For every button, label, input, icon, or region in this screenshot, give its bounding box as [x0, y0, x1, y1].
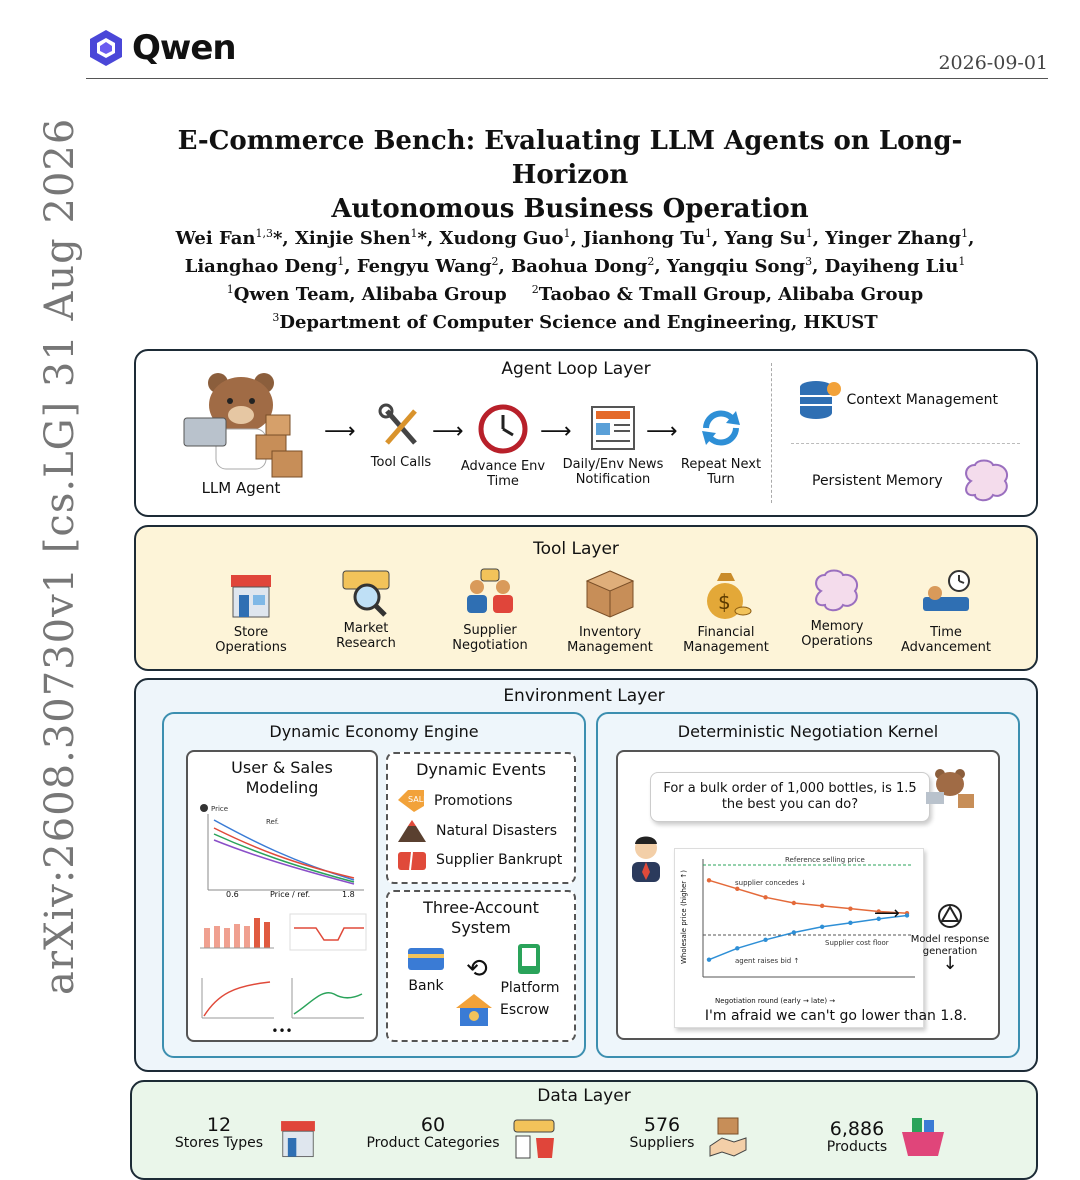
stat-store-types: [164, 1116, 274, 1152]
account-label: Escrow: [500, 1002, 550, 1018]
tool-memory-operations: [792, 567, 882, 649]
tool-label: Store Operations: [215, 625, 287, 655]
broken-card-icon: [396, 848, 428, 872]
kernel-title: Deterministic Negotiation Kernel: [677, 722, 939, 741]
stat-products: [812, 1120, 902, 1156]
arrow-icon: ⟶: [324, 419, 356, 444]
data-layer-title: Data Layer: [537, 1086, 631, 1106]
brain-icon: [811, 567, 863, 615]
agent-bid-point: [848, 921, 852, 925]
authors-line-1: Wei Fan$^{1,3}$*, Xinjie Shen$^1$*, Xudong Guo$^1$, Jianhong Tu$^1$, Yang Su$^1$, Yinger Zhang$^1$,: [175, 227, 975, 249]
header-rule: [86, 78, 1048, 79]
step-repeat: [676, 403, 766, 487]
user-sales-title: User & Sales Modeling: [231, 758, 333, 797]
release-date: 2026-09-01: [938, 52, 1048, 74]
handshake-icon: [706, 1116, 750, 1160]
supplier-concedes-label: supplier concedes ↓: [735, 879, 807, 887]
stat-label: Product Categories: [366, 1135, 500, 1151]
clock-icon: [477, 403, 529, 455]
llm-agent-label: LLM Agent: [201, 479, 281, 497]
bubble-text: For a bulk order of 1,000 bottles, is 1.5 the best you can do?: [663, 781, 917, 812]
step-label: Advance Env Time: [460, 459, 546, 489]
newspaper-icon: [588, 403, 638, 453]
agent-bid-point: [820, 925, 824, 929]
svg-text:SALE: SALE: [408, 795, 429, 804]
engine-title: Dynamic Economy Engine: [269, 722, 479, 741]
account-label: Platform: [500, 980, 560, 996]
store-icon: [225, 569, 277, 621]
database-icon: [798, 379, 842, 421]
chart-x-label: Price / ref.: [270, 890, 311, 899]
shopping-icon: [510, 1116, 558, 1160]
x-axis-label: Negotiation round (early → late) →: [715, 997, 836, 1005]
title-line-1: E-Commerce Bench: Evaluating LLM Agents on Long-Horizon: [177, 126, 963, 190]
box-icon: [583, 567, 637, 621]
money-bag-icon: [699, 567, 753, 621]
sale-tag-icon: [396, 788, 429, 814]
flow-arrow-icon: ⟶: [874, 903, 900, 924]
model-response: [874, 902, 998, 974]
stat-number: 576: [643, 1114, 681, 1136]
affiliation-line-2: $^3$Department of Computer Science and Engineering, HKUST: [272, 311, 878, 333]
tool-market-research: [322, 567, 410, 651]
repeat-icon: [696, 403, 746, 453]
escrow-house-icon: [454, 992, 494, 1028]
step-advance-time: [458, 403, 548, 489]
more-indicator: •••: [271, 1024, 293, 1038]
stat-product-categories: [356, 1116, 510, 1152]
arrow-icon: ⟶: [540, 419, 572, 444]
sleep-clock-icon: [919, 567, 973, 621]
loop-divider: [771, 363, 772, 503]
tool-time-advancement: [898, 567, 994, 655]
environment-layer-title: Environment Layer: [503, 686, 665, 706]
agent-raises-label: agent raises bid ↑: [735, 957, 800, 965]
mini-charts-icon: [194, 904, 374, 1034]
brain-icon: [961, 459, 1013, 503]
supplier-offer-point: [707, 878, 711, 882]
account-bank: [398, 944, 454, 994]
negotiation-icon: [463, 567, 517, 619]
chart-ref-label: Ref.: [266, 818, 280, 826]
agent-bid-point: [707, 957, 711, 961]
event-label: Supplier Bankrupt: [436, 852, 563, 868]
stat-number: 60: [420, 1114, 446, 1136]
event-natural-disasters: [396, 818, 557, 844]
data-layer: [130, 1080, 1038, 1180]
tool-supplier-negotiation: [438, 567, 542, 653]
qwen-logo-icon: [86, 28, 126, 68]
stat-number: 12: [206, 1114, 232, 1136]
bear-agent-icon: [924, 766, 978, 814]
down-arrow-icon: ↓: [942, 953, 958, 974]
supplier-offer-point: [763, 895, 767, 899]
supplier-offer-point: [792, 901, 796, 905]
svg-text:$: $: [718, 590, 731, 614]
agent-bid-point: [735, 946, 739, 950]
persistent-memory: [812, 459, 1022, 503]
stat-label: Products: [826, 1139, 888, 1155]
account-escrow: [454, 992, 549, 1028]
bear-agent-icon: [176, 363, 306, 483]
tools-icon: [377, 403, 425, 451]
paper-title: [120, 124, 1020, 226]
agent-bid-point: [763, 938, 767, 942]
openai-logo-icon: [936, 902, 964, 930]
affiliation-line-1: $^1$Qwen Team, Alibaba Group $^2$Taobao & Tmall Group, Alibaba Group: [226, 283, 924, 305]
supplier-avatar-icon: [624, 832, 668, 882]
basket-icon: [898, 1116, 948, 1160]
tool-label: Memory Operations: [801, 619, 873, 649]
accounts-title: Three-Account System: [423, 898, 539, 937]
user-sales-modeling: [186, 750, 378, 1042]
context-management-label: Context Management: [846, 392, 998, 408]
agent-loop-layer: [134, 349, 1038, 517]
stat-label: Stores Types: [174, 1135, 264, 1151]
stat-label: Suppliers: [629, 1135, 695, 1151]
step-label: Daily/Env News Notification: [562, 457, 664, 487]
step-news-notification: [552, 403, 674, 487]
chart-price-label: Price: [211, 805, 229, 813]
stat-suppliers: [612, 1116, 712, 1152]
stat-number: 6,886: [829, 1118, 885, 1140]
cycle-arrows-icon: ⟲: [466, 954, 488, 984]
event-promotions: [396, 788, 513, 814]
reference-price-label: Reference selling price: [785, 856, 865, 864]
chart-x-min: 0.6: [226, 890, 239, 899]
event-supplier-bankrupt: [396, 848, 562, 872]
arrow-icon: ⟶: [646, 419, 678, 444]
price-curve-chart: [194, 802, 374, 902]
bank-card-icon: [406, 944, 446, 974]
cost-floor-label: Supplier cost floor: [825, 939, 889, 947]
authors-line-2: Lianghao Deng$^1$, Fengyu Wang$^2$, Baohua Dong$^2$, Yangqiu Song$^3$, Dayiheng Liu$^1$: [184, 255, 966, 277]
step-label: Tool Calls: [370, 455, 432, 470]
three-account-system: [386, 890, 576, 1042]
tool-store-operations: [204, 569, 298, 655]
supplier-reply: I'm afraid we can't go lower than 1.8.: [704, 1008, 968, 1024]
author-block: [150, 222, 1000, 334]
agent-bid-point: [792, 930, 796, 934]
tool-financial-management: [676, 567, 776, 655]
tool-layer: [134, 525, 1038, 671]
event-label: Promotions: [434, 793, 513, 809]
brand-name: Qwen: [132, 28, 236, 68]
memory-divider: [791, 443, 1020, 444]
tool-label: Market Research: [336, 621, 396, 651]
negotiation-chart-card: [674, 848, 924, 1028]
tool-label: Inventory Management: [567, 625, 653, 655]
arrow-icon: ⟶: [432, 419, 464, 444]
arxiv-identifier: arXiv:2608.30730v1 [cs.LG] 31 Aug 2026: [37, 117, 83, 995]
tool-label: Financial Management: [683, 625, 769, 655]
agent-loop-title: Agent Loop Layer: [501, 359, 651, 379]
phone-icon: [512, 942, 548, 976]
supplier-offer-point: [820, 904, 824, 908]
model-response-label: Model response generation: [910, 934, 990, 957]
chart-x-max: 1.8: [342, 890, 355, 899]
store-icon: [276, 1116, 320, 1160]
events-title: Dynamic Events: [416, 760, 546, 779]
account-label: Bank: [408, 978, 444, 994]
negotiation-kernel: [596, 712, 1020, 1058]
supplier-offer-point: [735, 887, 739, 891]
negotiation-panel: [616, 750, 1000, 1040]
y-axis-label: Wholesale price (higher ↑): [680, 870, 688, 964]
magnifier-icon: [339, 567, 393, 617]
persistent-memory-label: Persistent Memory: [812, 473, 943, 489]
qwen-logo: [86, 28, 236, 68]
context-management: [798, 379, 1018, 421]
tool-inventory-management: [560, 567, 660, 655]
tool-label: Supplier Negotiation: [452, 623, 528, 653]
event-label: Natural Disasters: [436, 823, 558, 839]
account-platform: [488, 942, 572, 996]
supplier-offer-point: [848, 906, 852, 910]
llm-agent: [166, 363, 316, 496]
volcano-icon: [396, 818, 428, 844]
dynamic-events: [386, 752, 576, 884]
tool-label: Time Advancement: [901, 625, 991, 655]
environment-layer: [134, 678, 1038, 1072]
step-label: Repeat Next Turn: [680, 457, 762, 487]
tool-layer-title: Tool Layer: [533, 539, 619, 559]
title-line-2: Autonomous Business Operation: [331, 194, 809, 224]
negotiation-bubble: [650, 772, 930, 822]
dynamic-economy-engine: [162, 712, 586, 1058]
